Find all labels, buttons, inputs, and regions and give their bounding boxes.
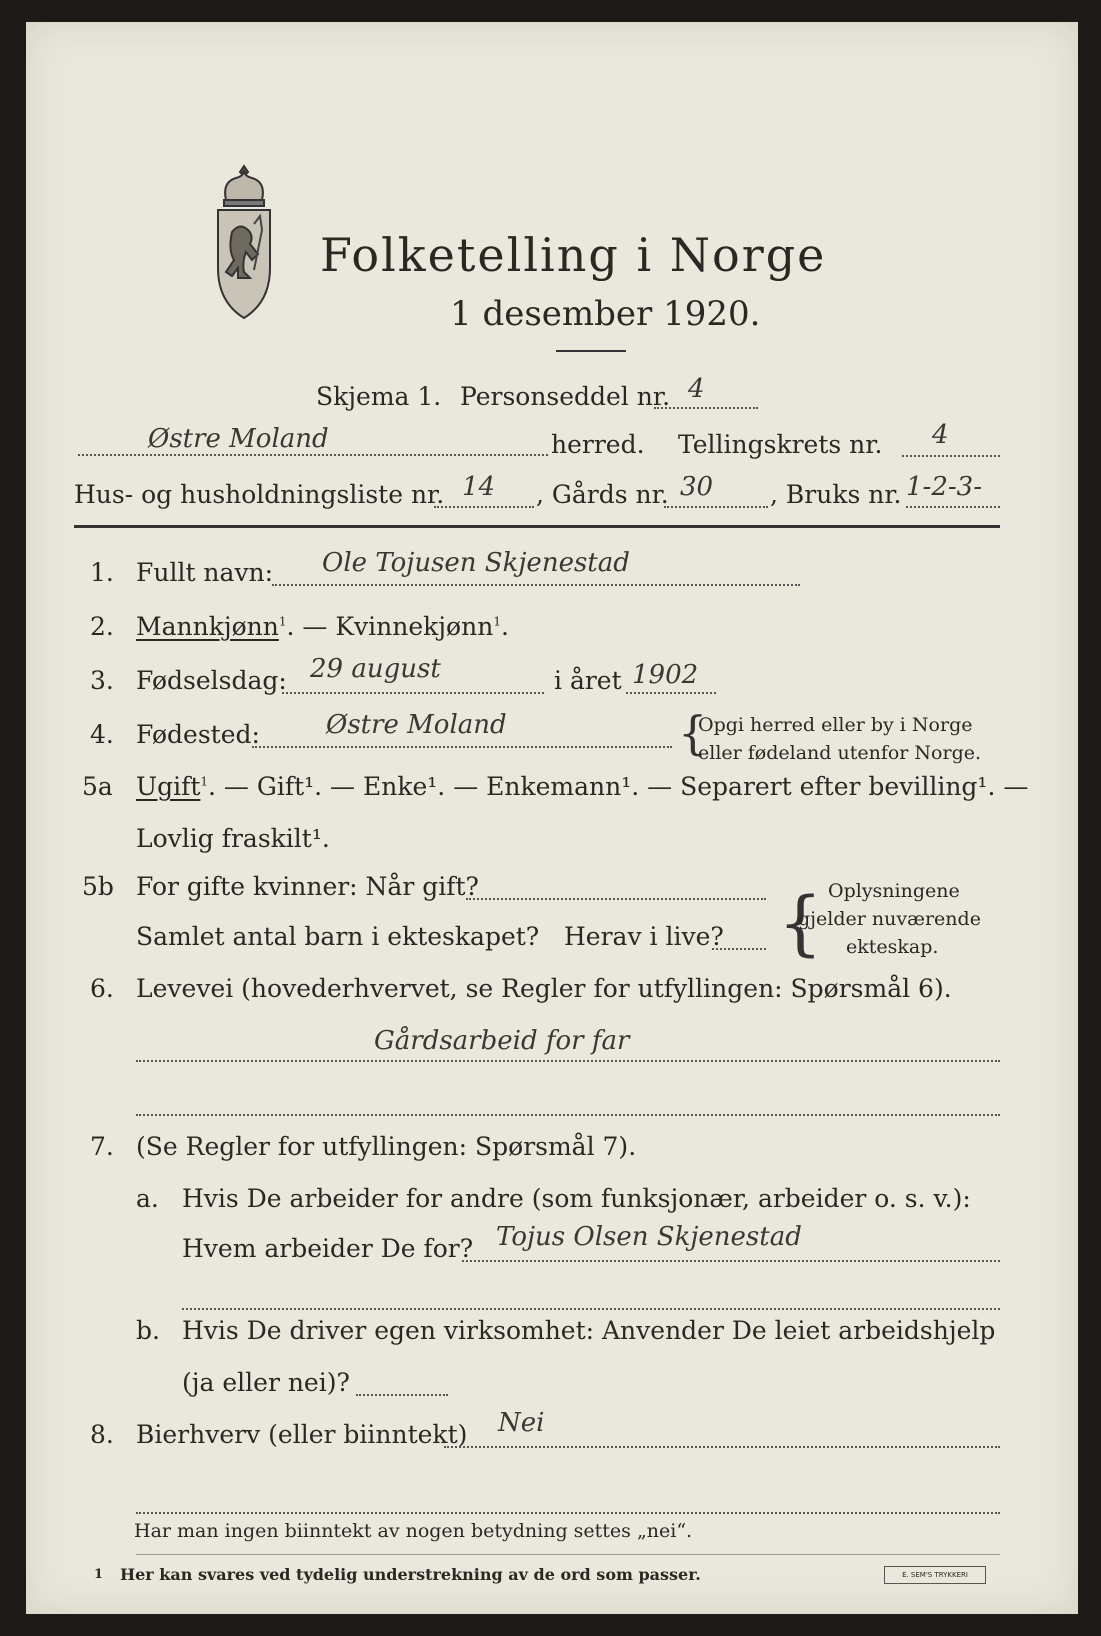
q6-line-1 xyxy=(136,1060,1000,1062)
q3-label: Fødselsdag: xyxy=(136,666,287,695)
herred-label: herred. xyxy=(551,430,645,459)
q8-number: 8. xyxy=(90,1420,114,1449)
q3-number: 3. xyxy=(90,666,114,695)
q3-year-label: i året xyxy=(554,666,622,695)
q6-line-2 xyxy=(136,1114,1000,1116)
footnote-ref: 1 xyxy=(493,614,501,629)
q3-year-value[interactable]: 1902 xyxy=(632,660,699,690)
q7a-line-1: Hvis De arbeider for andre (som funksjonær, arbeider o. s. v.): xyxy=(182,1184,971,1213)
bruks-line xyxy=(906,506,1000,508)
bruks-label: , Bruks nr. xyxy=(770,480,902,509)
tellingskrets-line xyxy=(902,455,1000,457)
personseddel-value[interactable]: 4 xyxy=(688,374,705,404)
q4-value[interactable]: Østre Moland xyxy=(326,710,507,740)
footnote-mark: 1 xyxy=(94,1567,104,1582)
q4-note-1: Opgi herred eller by i Norge xyxy=(698,714,973,736)
herred-line xyxy=(78,454,548,456)
husliste-label: Hus- og husholdningsliste nr. xyxy=(74,480,445,509)
printer-stamp xyxy=(884,1566,986,1584)
personseddel-label: Personseddel nr. xyxy=(460,382,671,411)
q8-extra-line xyxy=(136,1512,1000,1514)
census-form-page xyxy=(26,22,1078,1614)
gards-line xyxy=(664,506,768,508)
husliste-value[interactable]: 14 xyxy=(462,472,496,502)
census-date: 1 desember 1920. xyxy=(450,294,761,334)
gards-value[interactable]: 30 xyxy=(680,472,714,502)
personseddel-line xyxy=(654,407,758,409)
q6-number: 6. xyxy=(90,974,114,1003)
q7b-line-1: Hvis De driver egen virksomhet: Anvender De leiet arbeidshjelp xyxy=(182,1316,996,1345)
q5b-nar-gift-line xyxy=(466,898,766,900)
q5a-options xyxy=(136,774,1028,799)
q2-end: . xyxy=(500,612,509,641)
q1-line xyxy=(272,584,800,586)
footnote-ref: 1 xyxy=(200,774,209,789)
q5b-note-3: ekteskap. xyxy=(846,936,939,958)
q7a-letter: a. xyxy=(136,1184,159,1213)
q6-label: Levevei (hovederhvervet, se Regler for utfyllingen: Spørsmål 6). xyxy=(136,974,952,1003)
option-ugift[interactable]: Ugift xyxy=(136,772,201,801)
q4-note-2: eller fødeland utenfor Norge. xyxy=(698,742,982,764)
q5a-number: 5a xyxy=(82,772,113,801)
printer-name: E. SEM'S TRYKKERI xyxy=(902,1571,968,1579)
q5a-other-options[interactable]: . — Gift¹. — Enke¹. — Enkemann¹. — Separert efter bevilling¹. — xyxy=(208,772,1029,801)
bruks-value[interactable]: 1-2-3- xyxy=(906,472,982,502)
q1-value[interactable]: Ole Tojusen Skjenestad xyxy=(322,548,630,578)
q7a-extra-line xyxy=(182,1308,1000,1310)
tellingskrets-label: Tellingskrets nr. xyxy=(678,430,883,459)
q5b-line-2b: Herav i live? xyxy=(564,922,724,951)
q7a-value[interactable]: Tojus Olsen Skjenestad xyxy=(496,1222,802,1252)
q6-value[interactable]: Gårdsarbeid for far xyxy=(374,1026,630,1056)
q7a-line xyxy=(462,1260,1000,1262)
q8-label: Bierhverv (eller biinntekt) xyxy=(136,1420,468,1449)
q3-line xyxy=(282,692,544,694)
option-mannkjonn[interactable]: Mannkjønn xyxy=(136,612,279,641)
tellingskrets-value[interactable]: 4 xyxy=(932,420,949,450)
q7-number: 7. xyxy=(90,1132,114,1161)
q7b-line xyxy=(356,1394,448,1396)
q5b-line-1: For gifte kvinner: Når gift? xyxy=(136,872,479,901)
footer-divider xyxy=(136,1554,1000,1555)
q4-number: 4. xyxy=(90,720,114,749)
option-lovlig-fraskilt[interactable]: Lovlig fraskilt¹. xyxy=(136,824,330,853)
q3-value[interactable]: 29 august xyxy=(310,654,441,684)
footnote-text: Her kan svares ved tydelig understrekning av de ord som passer. xyxy=(120,1565,701,1584)
q1-label: Fullt navn: xyxy=(136,558,274,587)
q5b-note-2: gjelder nuværende xyxy=(798,908,981,930)
q5b-herav-line xyxy=(712,948,766,950)
footnote-ref: 1 xyxy=(278,614,287,629)
q3-year-line xyxy=(626,692,716,694)
option-kvinnekjonn[interactable]: Kvinnekjønn xyxy=(335,612,494,641)
gards-label: , Gårds nr. xyxy=(536,480,669,509)
skjema-label: Skjema 1. xyxy=(316,382,442,411)
q7a-line-2: Hvem arbeider De for? xyxy=(182,1234,474,1263)
q4-line xyxy=(252,746,672,748)
q5b-line-2a: Samlet antal barn i ekteskapet? xyxy=(136,922,540,951)
q5b-brace: { xyxy=(778,882,823,964)
q2-number: 2. xyxy=(90,612,114,641)
norwegian-coat-of-arms-icon xyxy=(204,162,284,322)
q2-options xyxy=(136,614,509,639)
herred-value[interactable]: Østre Moland xyxy=(148,424,329,454)
title-divider xyxy=(556,350,626,352)
header-separator xyxy=(74,525,1000,528)
q1-number: 1. xyxy=(90,558,114,587)
biinntekt-note: Har man ingen biinntekt av nogen betydning settes „nei“. xyxy=(134,1520,693,1542)
q5b-note-1: Oplysningene xyxy=(828,880,960,902)
husliste-line xyxy=(434,506,534,508)
q8-value[interactable]: Nei xyxy=(498,1408,545,1438)
q2-separator: . — xyxy=(286,612,328,641)
q5b-number: 5b xyxy=(82,872,114,901)
q4-brace: { xyxy=(678,706,708,760)
form-title: Folketelling i Norge xyxy=(320,228,827,282)
q7-label: (Se Regler for utfyllingen: Spørsmål 7). xyxy=(136,1132,637,1161)
q7b-line-2: (ja eller nei)? xyxy=(182,1368,350,1397)
q8-line xyxy=(444,1446,1000,1448)
q4-label: Fødested: xyxy=(136,720,260,749)
q7b-letter: b. xyxy=(136,1316,160,1345)
